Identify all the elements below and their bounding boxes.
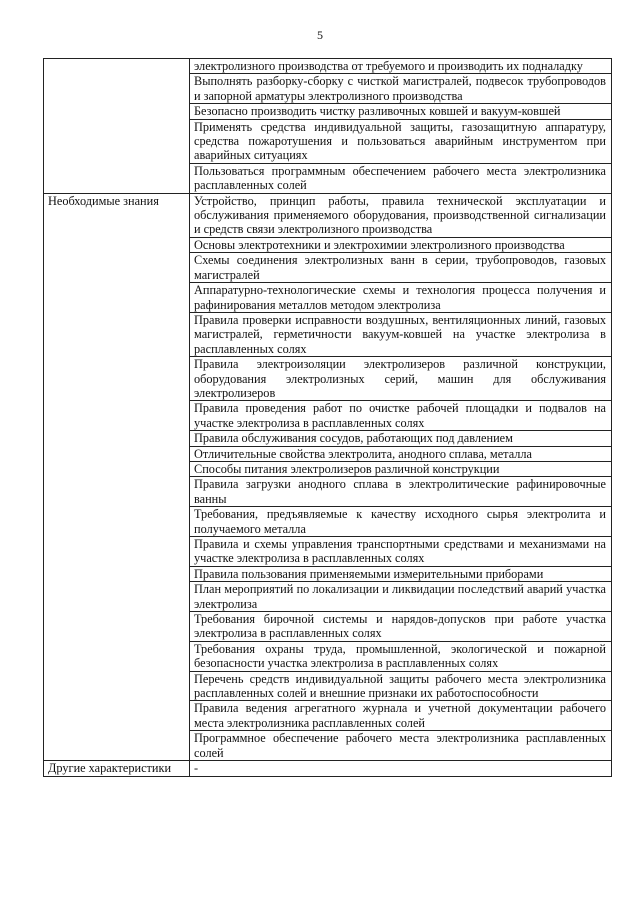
requirement-text: Требования, предъявляемые к качеству исходного сырья электролита и получаемого металла [194, 507, 606, 536]
requirement-item [190, 119, 612, 163]
requirement-text: Требования бирочной системы и нарядов-допусков при работе участка электролиза в расплавленных солях [194, 612, 606, 641]
requirement-item [190, 446, 612, 461]
requirement-text: Основы электротехники и электрохимии электролизного производства [194, 237, 565, 252]
requirement-item [190, 283, 612, 313]
table-row [44, 193, 612, 237]
requirement-text: Требования охраны труда, промышленной, экологической и пожарной безопасности участка электролиза в расплавленных солях [194, 641, 606, 671]
requirement-item [190, 731, 612, 761]
requirement-text: Пользоваться программным обеспечением рабочего места электролизника расплавленных солей [194, 163, 606, 193]
table-row [44, 59, 612, 74]
requirement-text: Способы питания электролизеров различной конструкции [194, 461, 500, 476]
requirement-item [190, 671, 612, 701]
requirement-text: Правила проверки исправности воздушных, вентиляционных линий, газовых магистралей, герметичности вакуум-ковшей на участке электролиза в расплавленных солях [194, 312, 606, 356]
requirement-text: Безопасно производить чистку разливочных ковшей и вакуум-ковшей [194, 104, 561, 119]
requirement-text: Правила и схемы управления транспортными средствами и механизмами на участке электролиза в расплавленных солях [194, 537, 606, 566]
requirement-item [190, 193, 612, 237]
requirement-item [190, 507, 612, 537]
table-row [44, 761, 612, 776]
requirement-item [190, 537, 612, 567]
requirement-item [190, 566, 612, 581]
requirement-text: - [194, 761, 199, 776]
requirement-item [190, 477, 612, 507]
requirement-item [190, 461, 612, 476]
section-label [44, 59, 190, 194]
requirement-item [190, 641, 612, 671]
requirement-text: Устройство, принцип работы, правила технической эксплуатации и обслуживания применяемого оборудования, производственной сигнализации и средств связи электролизного производства [194, 193, 606, 237]
requirement-text: Правила электроизоляции электролизеров различной конструкции, оборудования электролизных серий, машин для обслуживания электролизеров [194, 357, 606, 400]
requirement-item [190, 612, 612, 642]
requirement-item [190, 431, 612, 446]
requirement-text: Программное обеспечение рабочего места электролизника расплавленных солей [194, 731, 606, 760]
requirement-text: План мероприятий по локализации и ликвидации последствий аварий участка электролиза [194, 582, 606, 611]
requirement-item [190, 104, 612, 119]
requirement-text: Выполнять разборку-сборку с чисткой магистралей, подвесок трубопроводов и запорной арматуры электролизного производства [194, 74, 606, 103]
requirement-text: Правила загрузки анодного сплава в электролитические рафинировочные ванны [194, 477, 606, 506]
requirement-item [190, 74, 612, 104]
requirement-item [190, 253, 612, 283]
page-number: 5 [317, 28, 323, 42]
section-label: Необходимые знания [44, 193, 190, 760]
requirement-text: электролизного производства от требуемого и производить их подналадку [194, 59, 583, 73]
requirement-item [190, 761, 612, 776]
requirement-text: Применять средства индивидуальной защиты, газозащитную аппаратуру, средства пожаротушения и пользоваться аварийным инструментом при аварийных ситуациях [194, 119, 606, 163]
requirement-text: Аппаратурно-технологические схемы и технология процесса получения и рафинирования металлов методом электролиза [194, 283, 606, 312]
requirement-item [190, 312, 612, 356]
requirement-text: Правила пользования применяемыми измерительными приборами [194, 566, 544, 581]
requirement-item [190, 401, 612, 431]
requirement-item [190, 357, 612, 401]
section-label: Другие характеристики [44, 761, 190, 776]
requirement-text: Правила обслуживания сосудов, работающих под давлением [194, 431, 513, 446]
requirement-item [190, 59, 612, 74]
requirement-text: Перечень средств индивидуальной защиты рабочего места электролизника расплавленных солей и внешние признаки их работоспособности [194, 671, 606, 701]
requirement-item [190, 701, 612, 731]
requirement-item [190, 163, 612, 193]
requirement-text: Схемы соединения электролизных ванн в серии, трубопроводов, газовых магистралей [194, 253, 606, 282]
requirements-table [43, 58, 612, 777]
requirement-item [190, 237, 612, 252]
requirement-text: Отличительные свойства электролита, анодного сплава, металла [194, 446, 532, 461]
requirement-item [190, 582, 612, 612]
requirement-text: Правила проведения работ по очистке рабочей площадки и подвалов на участке электролиза в расплавленных солях [194, 401, 606, 430]
requirement-text: Правила ведения агрегатного журнала и учетной документации рабочего места электролизника расплавленных солей [194, 701, 606, 730]
